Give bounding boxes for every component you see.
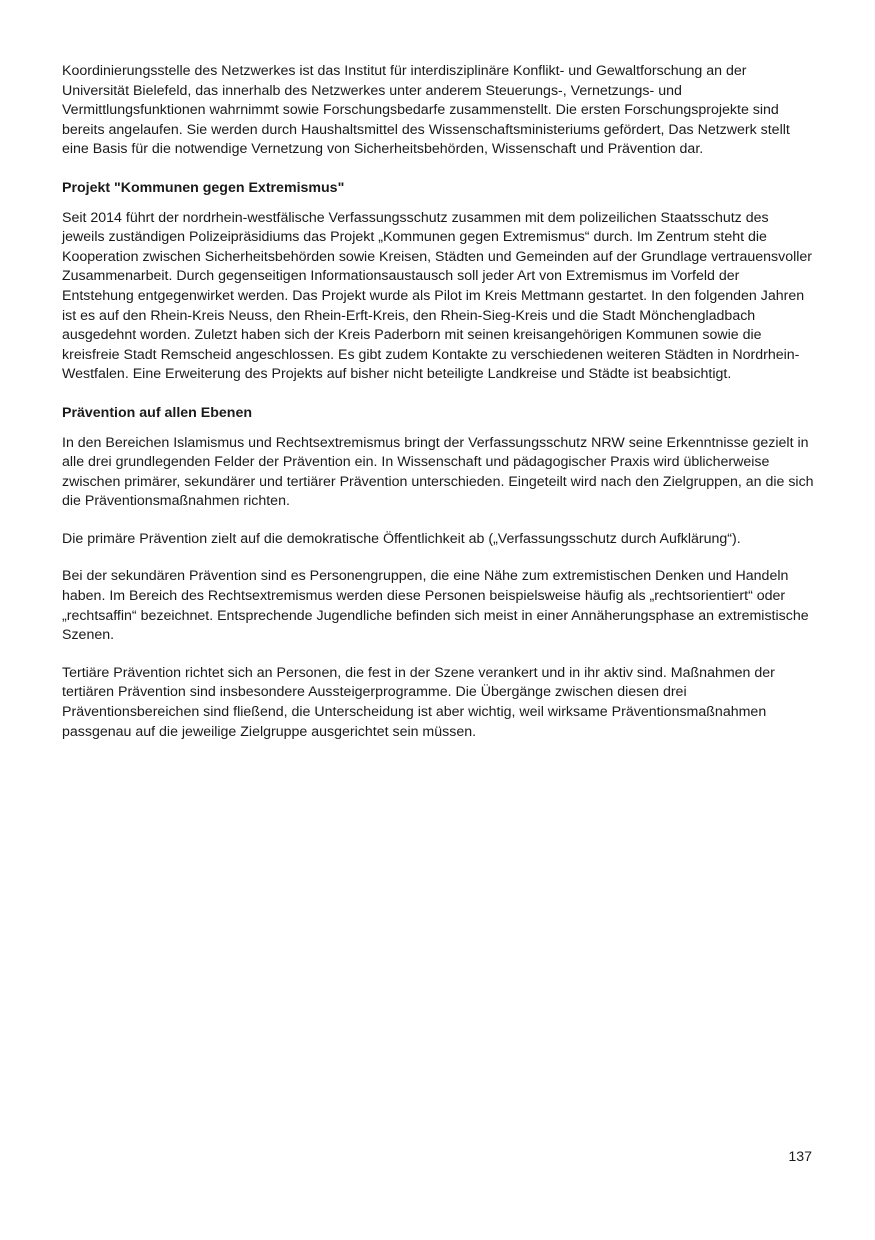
sekundaer-paragraph: Bei der sekundären Prävention sind es Personengruppen, die eine Nähe zum extremistischen Denken und Handeln haben. Im Bereich des Rechtsextremismus werden diese Personen beispielsweise häufig als „rechtsorientiert“ oder „rechtsaffin“ bezeichnet. Entsprechende Jugendliche befinden sich meist in einer Annäherungsphase an extremistische Szenen.	[62, 568, 809, 644]
page-number: 137	[788, 1149, 812, 1165]
tertiaer-paragraph: Tertiäre Prävention richtet sich an Personen, die fest in der Szene verankert und in ihr aktiv sind. Maßnahmen der tertiären Prävention sind insbesondere Aussteigerprogramme. Die Übergänge zwischen diesen drei Präventionsbereichen sind fließend, die Unterscheidung ist aber wichtig, weil wirksame Präventionsmaßnahmen passgenau auf die jeweilige Zielgruppe ausgerichtet sein müssen.	[62, 664, 775, 740]
intro-paragraph: Koordinierungsstelle des Netzwerkes ist das Institut für interdisziplinäre Konflikt- und Gewaltforschung an der Universität Bielefeld, das innerhalb des Netzwerkes unter anderem Steuerungs-, Vernetzungs- und Vermittlungsfunktionen wahrnimmt sowie Forschungsbedarfe zusammenstellt. Die ersten Forschungsprojekte sind bereits angelaufen. Sie werden durch Haushaltsmittel des Wissenschaftsministeriums gefördert, Das Netzwerk stellt eine Basis für die notwendige Vernetzung von Sicherheitsbehörden, Wissenschaft und Prävention dar.	[62, 63, 790, 158]
kommunen-paragraph: Seit 2014 führt der nordrhein-westfälische Verfassungsschutz zusammen mit dem polizeilichen Staatsschutz des jeweils zuständigen Polizeipräsidiums das Projekt „Kommunen gegen Extremismus“ durch. Im Zentrum steht die Kooperation zwischen Sicherheitsbehörden sowie Kreisen, Städten und Gemeinden auf der Grundlage vertrauensvoller Zusammenarbeit. Durch gegenseitigen Informationsaustausch soll jeder Art von Extremismus im Vorfeld der Entstehung entgegenwirket werden. Das Projekt wurde als Pilot im Kreis Mettmann gestartet. In den folgenden Jahren ist es auf den Rhein-Kreis Neuss, den Rhein-Erft-Kreis, den Rhein-Sieg-Kreis und die Stadt Mönchengladbach ausgedehnt worden. Zuletzt haben sich der Kreis Paderborn mit seinen kreisangehörigen Kommunen sowie die kreisfreie Stadt Remscheid angeschlossen. Es gibt zudem Kontakte zu verschiedenen weiteren Städten in Nordrhein-Westfalen. Eine Erweiterung des Projekts auf bisher nicht beteiligte Landkreise und Städte ist beabsichtigt.	[62, 209, 813, 383]
section-heading-kommunen: Projekt "Kommunen gegen Extremismus"	[62, 179, 345, 196]
section-heading-praevention: Prävention auf allen Ebenen	[62, 404, 253, 421]
document-page-body	[62, 62, 814, 742]
praevention-paragraph: In den Bereichen Islamismus und Rechtsextremismus bringt der Verfassungsschutz NRW seine Erkenntnisse gezielt in alle drei grundlegenden Felder der Prävention ein. In Wissenschaft und pädagogischer Praxis wird üblicherweise zwischen primärer, sekundärer und tertiärer Prävention unterschieden. Eingeteilt wird nach den Zielgruppen, an die sich die Präventionsmaßnahmen richten.	[62, 434, 814, 510]
primaer-paragraph: Die primäre Prävention zielt auf die demokratische Öffentlichkeit ab („Verfassungsschutz durch Aufklärung“).	[62, 530, 741, 547]
